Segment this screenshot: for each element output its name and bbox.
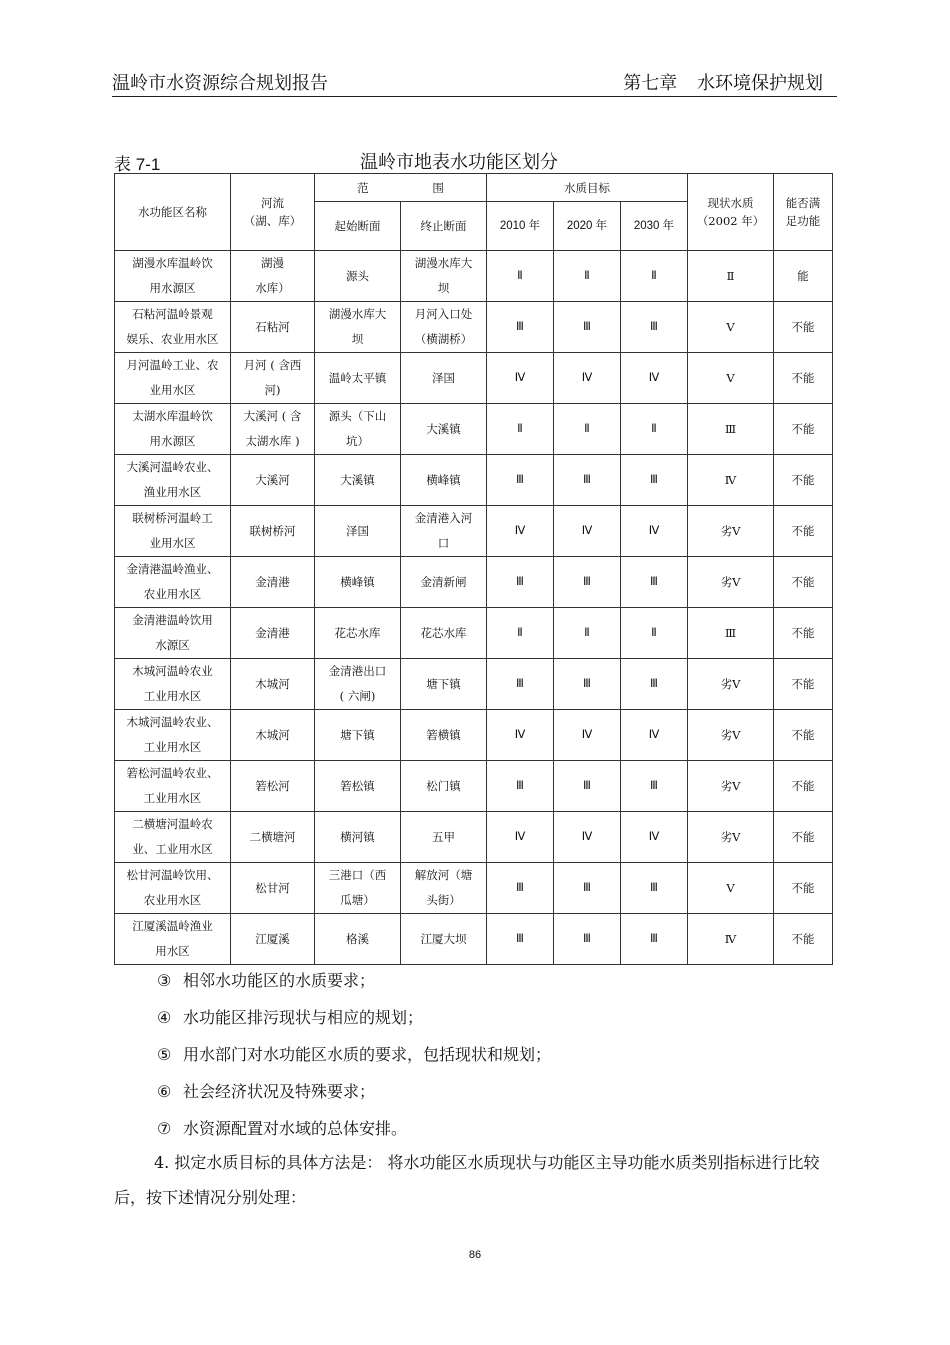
start-section-cell: 花芯水库 (315, 608, 401, 659)
header-quality-target: 水质目标 (487, 174, 688, 202)
meets-function-cell: 不能 (774, 608, 833, 659)
target-2010-cell: Ⅳ (487, 506, 554, 557)
page-header (112, 66, 837, 97)
list-item (157, 1042, 551, 1079)
zone-name-cell: 松甘河温岭饮用、 农业用水区 (115, 863, 231, 914)
target-2020-cell: Ⅲ (554, 455, 621, 506)
start-section-cell: 三港口（西 瓜塘） (315, 863, 401, 914)
start-section-cell: 横峰镇 (315, 557, 401, 608)
zone-name-cell: 金清港温岭渔业、 农业用水区 (115, 557, 231, 608)
table-title: 温岭市地表水功能区划分 (360, 152, 558, 173)
river-cell: 金清港 (231, 608, 315, 659)
river-cell: 木城河 (231, 659, 315, 710)
table-row (115, 659, 833, 710)
zone-name-cell: 金清港温岭饮用 水源区 (115, 608, 231, 659)
table-row (115, 608, 833, 659)
current-quality-cell: 劣Ⅴ (688, 557, 774, 608)
current-quality-cell: Ⅳ (688, 914, 774, 965)
start-section-cell: 温岭太平镇 (315, 353, 401, 404)
start-section-cell: 源头（下山 坑） (315, 404, 401, 455)
target-2010-cell: Ⅲ (487, 863, 554, 914)
target-2020-cell: Ⅲ (554, 761, 621, 812)
end-section-cell: 月河入口处 （横湖桥） (401, 302, 487, 353)
target-2020-cell: Ⅲ (554, 557, 621, 608)
header-year-2010: 2010 年 (487, 202, 554, 251)
table-row (115, 404, 833, 455)
start-section-cell: 源头 (315, 251, 401, 302)
target-2010-cell: Ⅳ (487, 710, 554, 761)
start-section-cell: 泽国 (315, 506, 401, 557)
start-section-cell: 塘下镇 (315, 710, 401, 761)
current-quality-cell: Ⅱ (688, 251, 774, 302)
table-row (115, 455, 833, 506)
table-row (115, 251, 833, 302)
end-section-cell: 泽国 (401, 353, 487, 404)
zone-name-cell: 联树桥河温岭工 业用水区 (115, 506, 231, 557)
end-section-cell: 塘下镇 (401, 659, 487, 710)
header-current-quality: 现状水质 （2002 年） (688, 174, 774, 251)
end-section-cell: 湖漫水库大 坝 (401, 251, 487, 302)
zone-name-cell: 木城河温岭农业、 工业用水区 (115, 710, 231, 761)
zone-name-cell: 大溪河温岭农业、 渔业用水区 (115, 455, 231, 506)
table-row (115, 506, 833, 557)
target-2020-cell: Ⅳ (554, 710, 621, 761)
target-2030-cell: Ⅳ (621, 710, 688, 761)
current-quality-cell: Ⅳ (688, 455, 774, 506)
end-section-cell: 大溪镇 (401, 404, 487, 455)
zone-name-cell: 月河温岭工业、农 业用水区 (115, 353, 231, 404)
meets-function-cell: 不能 (774, 455, 833, 506)
meets-function-cell: 不能 (774, 302, 833, 353)
target-2010-cell: Ⅲ (487, 302, 554, 353)
list-marker: ③ (157, 971, 172, 990)
current-quality-cell: 劣Ⅴ (688, 812, 774, 863)
current-quality-cell: 劣Ⅴ (688, 659, 774, 710)
list-text: 社会经济状况及特殊要求； (183, 1082, 376, 1101)
header-report-title: 温岭市水资源综合规划报告 (112, 73, 328, 94)
river-cell: 大溪河 ( 含 太湖水库 ) (231, 404, 315, 455)
river-cell: 江厦溪 (231, 914, 315, 965)
meets-function-cell: 不能 (774, 557, 833, 608)
target-2030-cell: Ⅲ (621, 455, 688, 506)
target-2020-cell: Ⅳ (554, 506, 621, 557)
header-river: 河流 （湖、库） (231, 174, 315, 251)
list-marker: ⑤ (157, 1045, 172, 1064)
list-text: 水功能区排污现状与相应的规划； (183, 1008, 424, 1027)
list-text: 相邻水功能区的水质要求； (183, 971, 376, 990)
header-meets-function: 能否满 足功能 (774, 174, 833, 251)
meets-function-cell: 不能 (774, 812, 833, 863)
current-quality-cell: 劣Ⅴ (688, 761, 774, 812)
current-quality-cell: Ⅴ (688, 863, 774, 914)
target-2010-cell: Ⅲ (487, 455, 554, 506)
list-marker: ⑥ (157, 1082, 172, 1101)
end-section-cell: 横峰镇 (401, 455, 487, 506)
table-number: 表 7-1 (114, 155, 161, 174)
target-2020-cell: Ⅱ (554, 404, 621, 455)
current-quality-cell: Ⅴ (688, 302, 774, 353)
river-cell: 金清港 (231, 557, 315, 608)
target-2010-cell: Ⅱ (487, 251, 554, 302)
current-quality-cell: 劣Ⅴ (688, 710, 774, 761)
river-cell: 松甘河 (231, 863, 315, 914)
target-2030-cell: Ⅲ (621, 302, 688, 353)
target-2030-cell: Ⅱ (621, 404, 688, 455)
target-2010-cell: Ⅳ (487, 812, 554, 863)
current-quality-cell: Ⅴ (688, 353, 774, 404)
river-cell: 二横塘河 (231, 812, 315, 863)
target-2010-cell: Ⅲ (487, 761, 554, 812)
target-2030-cell: Ⅲ (621, 914, 688, 965)
end-section-cell: 箬横镇 (401, 710, 487, 761)
end-section-cell: 江厦大坝 (401, 914, 487, 965)
requirements-list (157, 968, 551, 1153)
target-2030-cell: Ⅲ (621, 863, 688, 914)
table-row (115, 812, 833, 863)
meets-function-cell: 不能 (774, 761, 833, 812)
target-2020-cell: Ⅳ (554, 812, 621, 863)
current-quality-cell: Ⅲ (688, 608, 774, 659)
start-section-cell: 湖漫水库大 坝 (315, 302, 401, 353)
header-year-2030: 2030 年 (621, 202, 688, 251)
meets-function-cell: 不能 (774, 404, 833, 455)
zone-name-cell: 石粘河温岭景观 娱乐、农业用水区 (115, 302, 231, 353)
table-row (115, 302, 833, 353)
target-2020-cell: Ⅲ (554, 863, 621, 914)
target-2010-cell: Ⅲ (487, 914, 554, 965)
start-section-cell: 横河镇 (315, 812, 401, 863)
header-year-2020: 2020 年 (554, 202, 621, 251)
start-section-cell: 金清港出口 ( 六闸) (315, 659, 401, 710)
target-2010-cell: Ⅲ (487, 659, 554, 710)
target-2020-cell: Ⅱ (554, 608, 621, 659)
list-item (157, 968, 551, 1005)
meets-function-cell: 不能 (774, 710, 833, 761)
table-row (115, 863, 833, 914)
target-2020-cell: Ⅲ (554, 659, 621, 710)
end-section-cell: 花芯水库 (401, 608, 487, 659)
current-quality-cell: 劣Ⅴ (688, 506, 774, 557)
river-cell: 大溪河 (231, 455, 315, 506)
header-start-section: 起始断面 (315, 202, 401, 251)
target-2020-cell: Ⅳ (554, 353, 621, 404)
target-2030-cell: Ⅳ (621, 812, 688, 863)
target-2010-cell: Ⅱ (487, 404, 554, 455)
zone-name-cell: 湖漫水库温岭饮 用水源区 (115, 251, 231, 302)
water-function-zone-table (114, 173, 833, 965)
target-2010-cell: Ⅳ (487, 353, 554, 404)
end-section-cell: 五甲 (401, 812, 487, 863)
start-section-cell: 箬松镇 (315, 761, 401, 812)
header-zone-name: 水功能区名称 (115, 174, 231, 251)
river-cell: 联树桥河 (231, 506, 315, 557)
target-2030-cell: Ⅲ (621, 557, 688, 608)
meets-function-cell: 不能 (774, 863, 833, 914)
target-2030-cell: Ⅱ (621, 251, 688, 302)
meets-function-cell: 能 (774, 251, 833, 302)
header-range: 范 围 (315, 174, 487, 202)
start-section-cell: 格溪 (315, 914, 401, 965)
list-item (157, 1005, 551, 1042)
current-quality-cell: Ⅲ (688, 404, 774, 455)
end-section-cell: 松门镇 (401, 761, 487, 812)
target-2030-cell: Ⅳ (621, 353, 688, 404)
river-cell: 箬松河 (231, 761, 315, 812)
end-section-cell: 金清港入河 口 (401, 506, 487, 557)
table-row (115, 557, 833, 608)
header-end-section: 终止断面 (401, 202, 487, 251)
header-chapter-title: 第七章 水环境保护规划 (623, 73, 823, 94)
river-cell: 湖漫 水库） (231, 251, 315, 302)
target-2020-cell: Ⅱ (554, 251, 621, 302)
river-cell: 石粘河 (231, 302, 315, 353)
river-cell: 月河 ( 含西 河) (231, 353, 315, 404)
target-2030-cell: Ⅱ (621, 608, 688, 659)
target-2010-cell: Ⅱ (487, 608, 554, 659)
meets-function-cell: 不能 (774, 659, 833, 710)
table-row (115, 710, 833, 761)
target-2030-cell: Ⅲ (621, 761, 688, 812)
end-section-cell: 解放河（塘 头街） (401, 863, 487, 914)
river-cell: 木城河 (231, 710, 315, 761)
table-header-row (115, 174, 833, 202)
table-row (115, 914, 833, 965)
zone-name-cell: 箬松河温岭农业、 工业用水区 (115, 761, 231, 812)
page-number: 86 (468, 1249, 482, 1261)
target-2020-cell: Ⅲ (554, 302, 621, 353)
target-2030-cell: Ⅳ (621, 506, 688, 557)
zone-name-cell: 二横塘河温岭农 业、工业用水区 (115, 812, 231, 863)
list-marker: ⑦ (157, 1119, 172, 1138)
target-2030-cell: Ⅲ (621, 659, 688, 710)
target-2010-cell: Ⅲ (487, 557, 554, 608)
list-marker: ④ (157, 1008, 172, 1027)
zone-name-cell: 木城河温岭农业 工业用水区 (115, 659, 231, 710)
table-row (115, 761, 833, 812)
zone-name-cell: 太湖水库温岭饮 用水源区 (115, 404, 231, 455)
list-text: 水资源配置对水域的总体安排。 (183, 1119, 408, 1138)
method-paragraph: 4. 拟定水质目标的具体方法是： 将水功能区水质现状与功能区主导功能水质类别指标进行比较后，按下述情况分别处理： (114, 1153, 820, 1207)
target-2020-cell: Ⅲ (554, 914, 621, 965)
meets-function-cell: 不能 (774, 914, 833, 965)
table-row (115, 353, 833, 404)
end-section-cell: 金清新闸 (401, 557, 487, 608)
list-item (157, 1079, 551, 1116)
list-text: 用水部门对水功能区水质的要求，包括现状和规划； (183, 1045, 552, 1064)
start-section-cell: 大溪镇 (315, 455, 401, 506)
meets-function-cell: 不能 (774, 506, 833, 557)
meets-function-cell: 不能 (774, 353, 833, 404)
zone-name-cell: 江厦溪温岭渔业 用水区 (115, 914, 231, 965)
